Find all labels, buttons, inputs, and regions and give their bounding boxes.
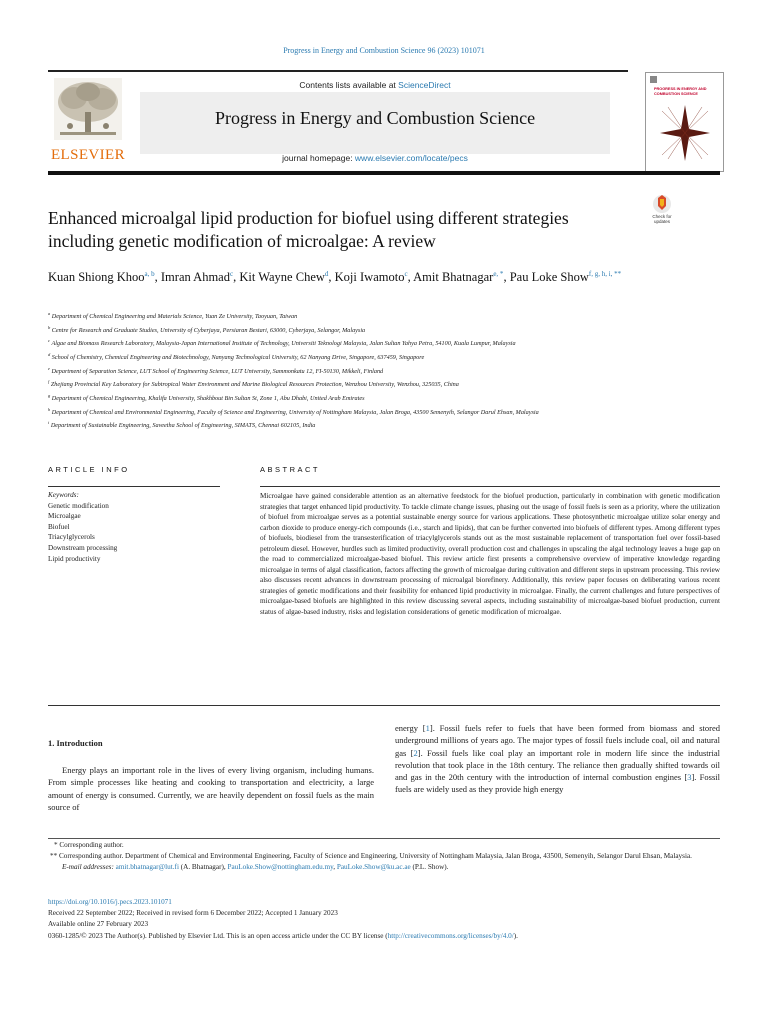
author-affiliation-marker[interactable]: d <box>324 270 329 278</box>
elsevier-logo <box>48 78 128 168</box>
keywords-label: Keywords: <box>48 491 79 499</box>
journal-title: Progress in Energy and Combustion Science <box>214 108 536 128</box>
email-addresses <box>48 862 720 873</box>
doi-link[interactable]: https://doi.org/10.1016/j.pecs.2023.101071 <box>48 898 172 906</box>
affiliation-marker: c <box>48 338 50 344</box>
article-title: Enhanced microalgal lipid production for biofuel using different strategies including genetic modification of microalgae: A review <box>48 208 569 251</box>
email-owner: (A. Bhatnagar), <box>178 862 228 871</box>
keyword-item: Downstream processing <box>48 543 118 552</box>
license-text-end: ). <box>513 931 518 940</box>
affiliation-item <box>48 405 638 419</box>
journal-citation-line[interactable]: Progress in Energy and Combustion Science 96 (2023) 101071 <box>283 46 485 55</box>
author-affiliation-marker[interactable]: f, g, h, i, ** <box>588 270 622 278</box>
author-name[interactable]: Kuan Shiong Khoo <box>48 270 145 285</box>
header-top-rule <box>48 70 628 72</box>
contents-prefix: Contents lists available at <box>299 80 399 90</box>
affiliation-item <box>48 364 638 378</box>
affiliation-item <box>48 350 638 364</box>
affiliation-marker: e <box>48 365 50 371</box>
sciencedirect-link[interactable]: ScienceDirect <box>398 80 451 90</box>
publication-info <box>48 897 720 942</box>
citation-link[interactable]: 1 <box>425 723 430 733</box>
keyword-item: Lipid productivity <box>48 554 101 563</box>
author-name[interactable]: Kit Wayne Chew <box>239 270 325 285</box>
affiliation-text: Department of Chemical Engineering and Materials Science, Yuan Ze University, Taoyuan, Taiwan <box>51 313 298 321</box>
license-text: 0360-1285/© 2023 The Author(s). Published by Elsevier Ltd. This is an open access article under the CC BY license ( <box>48 931 388 940</box>
intro-text-segment: ]. Fossil fuels like coal play an important role in modern life since the industrial revolution that took place in the 18th century. The reliance then gradually shifted towards oil and gas in the 20th century with the introduction of internal combustion engines [ <box>395 747 720 783</box>
affiliation-marker: d <box>48 351 51 357</box>
footnote-rule <box>48 838 720 839</box>
affiliation-item <box>48 336 638 350</box>
affiliation-text: School of Chemistry, Chemical Engineering and Biotechnology, Nanyang Technological University, 62 Nanyang Drive, Singapore, 637459, Singapore <box>51 354 425 362</box>
author-name[interactable]: Pau Loke Show <box>509 270 589 285</box>
citation-link[interactable]: 2 <box>413 747 418 758</box>
abstract-text: Microalgae have gained considerable attention as an alternative feedstock for the biofuel production, particularly in combination with genetic modification strategies that target enhanced lipid productivity. To tackle climate change issues, phasing out the usage of fossil fuels is seen as a priority, where the utilization of biofuel from microalgae serves as a potential sustainable energy source for various applications. These photosynthetic microalgae utilize solar energy and carbon dioxide to produce energy-rich compounds (i.e., starch and lipids), that can be further converted into biofuels of different types. Among different types of biofuels, biodiesel from the transesterification of triacylglycerols stands out as the most sustainable replacement of transportation fuel over fossil-based petroleum diesel. However, hurdles such as limited productivity, overall production cost and challenges in upscaling the algal technology leaves a huge gap on the road to commercialized microalgae-based biofuel. This review article first presents a comprehensive overview of imperative knowledge regarding microalgae in terms of algal classification, factors affecting the growth of microalgae during cultivation and different steps in upstream processing. This review also discusses recent advances in downstream processing of microalgal biorefinery. Additionally, this review paper focuses on deliberating various recent strategies of genetic modifications and their feasibility for enhanced lipid productivity in microalgae. Finally, the current challenges and future perspectives of microalgae-based biofuels are highlighted in this review discussing several aspects, including sustainability of microalgae-based biofuel production, current status of algae-based industry, risks and legislation considerations of genetic modification of microalgae. <box>260 492 720 616</box>
homepage-prefix: journal homepage: <box>282 153 355 163</box>
publisher-name: ELSEVIER <box>50 147 126 163</box>
affiliation-marker: a <box>48 311 51 316</box>
keyword-item: Microalgae <box>48 512 81 521</box>
footnotes <box>48 840 720 872</box>
keywords-block <box>48 490 238 564</box>
author-affiliation-marker[interactable]: e, * <box>493 270 504 278</box>
affiliation-text: Department of Separation Science, LUT School of Engineering Science, LUT University, Sammonkatu 12, FI-50130, Mikkeli, Finland <box>51 367 384 375</box>
affiliation-marker: i <box>48 420 50 426</box>
check-updates-label: Check for updates <box>652 214 672 224</box>
check-updates-icon <box>647 194 677 214</box>
body-column-right <box>395 722 720 796</box>
corresponding-author-note: * Corresponding author. <box>54 841 124 849</box>
author-name[interactable]: Koji Iwamoto <box>334 270 405 285</box>
license-line <box>48 931 720 942</box>
article-info-rule <box>48 486 220 487</box>
email-owner: (P.L. Show). <box>410 862 449 871</box>
affiliation-marker: h <box>48 406 51 412</box>
body-column-left <box>48 764 374 813</box>
keyword-item: Genetic modification <box>48 501 109 510</box>
author-affiliation-marker[interactable]: c <box>404 270 408 278</box>
introduction-heading: 1. Introduction <box>48 738 103 748</box>
author-list: Kuan Shiong Khoo$^{a, b}$, Imran Ahmad$^c$, Kit Wayne Chew$^d$, Koji Iwamoto$^c$, Amit Bhatnagar$^{e, *}$, Pau Loke Show$^{f, g, h, i, **}$ <box>48 270 622 285</box>
available-online-date: Available online 27 February 2023 <box>48 920 149 929</box>
affiliation-item <box>48 377 638 391</box>
author-name[interactable]: Imran Ahmad <box>160 270 230 285</box>
intro-paragraph-left: Energy plays an important role in the lives of every living organism, including humans. From simple processes like heating and cooking to transportation and electricity, a large amount of energy is consumed. Currently, we are heavily dependent on fossil fuels as the main source of <box>48 765 374 812</box>
keyword-item: Triacylglycerols <box>48 533 95 542</box>
article-info-heading: ARTICLE INFO <box>48 465 130 474</box>
affiliation-marker: g <box>48 392 51 398</box>
affiliation-item <box>48 391 638 405</box>
corresponding-author-note: ** Corresponding author. Department of Chemical and Environmental Engineering, Faculty of Science and Engineering, University of Nottingham Malaysia, Jalan Broga, 43500, Semenyih, Selangor Darul Ehsan, Malaysia. <box>50 851 692 860</box>
keyword-item: Biofuel <box>48 522 70 531</box>
header-bottom-rule <box>48 171 720 175</box>
license-link[interactable]: http://creativecommons.org/licenses/by/4.0/ <box>387 931 514 940</box>
intro-text-segment: ]. Fossil fuels refer to fuels that have been formed from biomass and stored underground millions of years ago. The major types of fossil fuels include coal, oil and natural gas [ <box>395 723 720 758</box>
intro-text-segment: ]. Fossil fuels are widely used as they provide high energy <box>395 772 720 795</box>
affiliation-item <box>48 418 638 432</box>
abstract-heading: ABSTRACT <box>260 465 321 474</box>
citation-link[interactable]: 3 <box>687 772 692 783</box>
abstract-rule <box>260 486 720 487</box>
cover-title: PROGRESS IN ENERGY AND COMBUSTION SCIENCE <box>654 87 707 96</box>
author-affiliation-marker[interactable]: a, b <box>144 270 155 278</box>
affiliation-text: Department of Chemical and Environmental Engineering, Faculty of Science and Engineering, University of Nottingham Malaysia, Jalan Broga, 43500 Semenyih, Selangor Darul Ehsan, Malaysia <box>51 408 539 416</box>
affiliation-item <box>48 323 638 337</box>
affiliation-item <box>48 309 638 323</box>
journal-homepage-line <box>140 153 610 163</box>
email-link[interactable]: PauLoke.Show@nottingham.edu.my <box>227 862 334 871</box>
affiliation-text: Algae and Biomass Research Laboratory, Malaysia-Japan International Institute of Technology, Universiti Teknologi Malaysia, Jalan Sultan Yahya Petra, 54100, Kuala Lumpur, Malaysia <box>51 340 516 348</box>
email-separator: , <box>333 862 337 871</box>
affiliation-list <box>48 309 638 432</box>
elsevier-tree-icon <box>54 78 122 140</box>
intro-text-segment: energy [ <box>395 723 426 733</box>
check-for-updates-badge[interactable] <box>647 194 677 230</box>
email-label: E-mail addresses: <box>62 862 114 871</box>
affiliation-text: Centre for Research and Graduate Studies, University of Cyberjaya, Persiaran Bestari, 63000, Cyberjaya, Selangor, Malaysia <box>51 326 366 334</box>
journal-cover-image <box>645 72 724 172</box>
affiliation-marker: b <box>48 324 51 330</box>
contents-line <box>140 80 610 90</box>
affiliation-text: Zhejiang Provincial Key Laboratory for Subtropical Water Environment and Marine Biological Resources Protection, Wenzhou University, Wenzhou, 325035, China <box>50 381 459 389</box>
author-name[interactable]: Amit Bhatnagar <box>413 270 494 285</box>
email-link[interactable]: amit.bhatnagar@lut.fi <box>115 862 179 871</box>
affiliation-marker: f <box>48 379 50 385</box>
received-dates: Received 22 September 2022; Received in revised form 6 December 2022; Accepted 1 January 2023 <box>48 909 338 918</box>
affiliation-text: Department of Sustainable Engineering, Saveetha School of Engineering, SIMATS, Chennai 602105, India <box>50 422 316 430</box>
affiliation-text: Department of Chemical Engineering, Khalifa University, Shakhbout Bin Sultan St, Zone 1, Abu Dhabi, United Arab Emirates <box>51 395 365 402</box>
author-affiliation-marker[interactable]: c <box>229 270 234 278</box>
email-link[interactable]: PauLoke.Show@ku.ac.ae <box>336 862 411 871</box>
body-top-rule <box>48 705 720 706</box>
homepage-link[interactable]: www.elsevier.com/locate/pecs <box>354 153 468 163</box>
cover-star-graphic <box>658 103 712 163</box>
